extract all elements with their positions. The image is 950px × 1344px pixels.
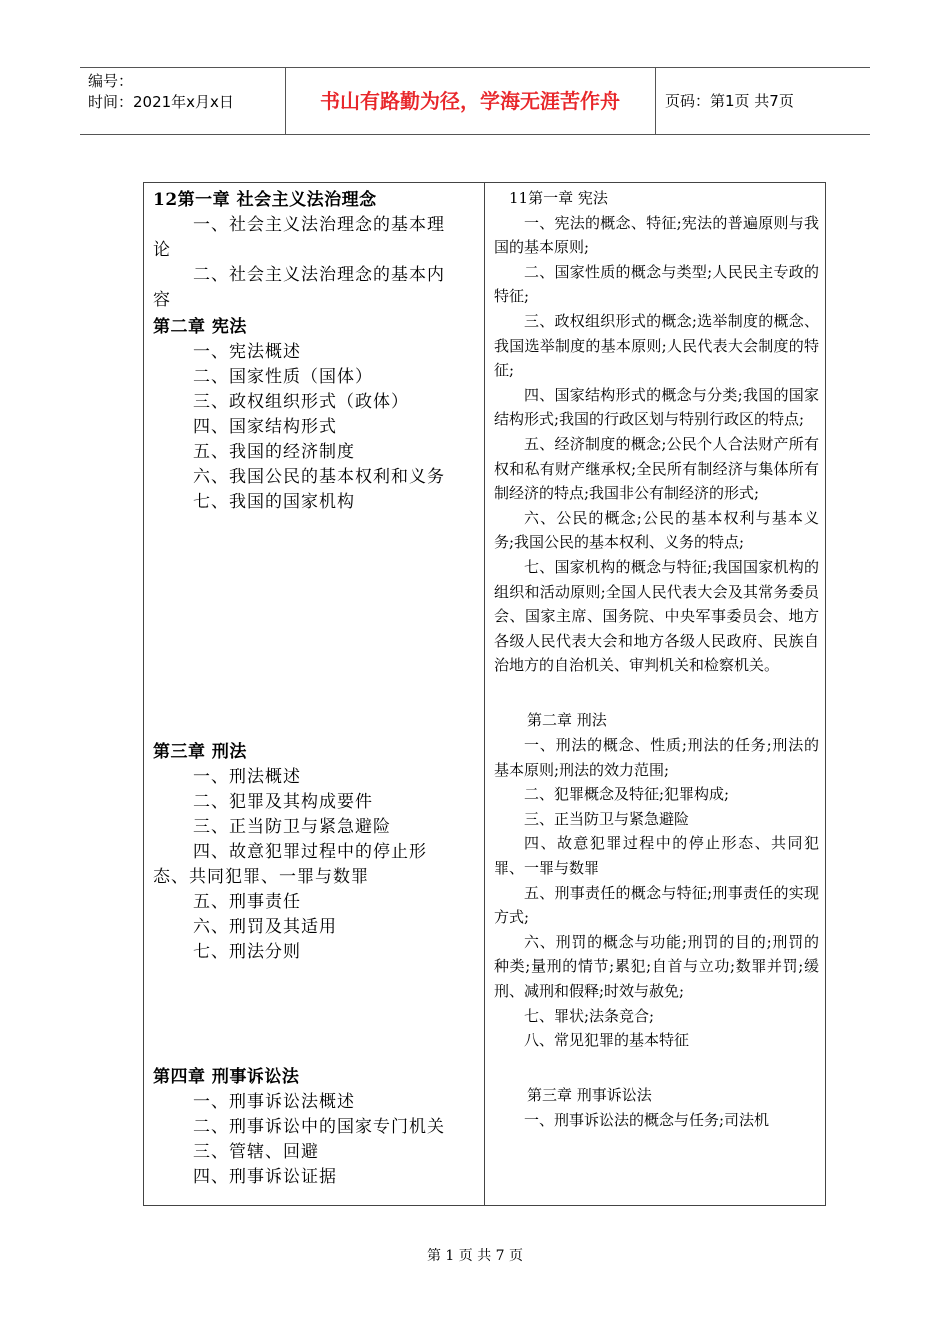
right-ch1-paragraph: 一、宪法的概念、特征;宪法的普遍原则与我国的基本原则; <box>494 213 819 257</box>
left-ch3-item: 五、刑事责任 <box>193 892 301 912</box>
left-column <box>153 188 463 1190</box>
right-ch2-paragraph: 二、犯罪概念及特征;犯罪构成; <box>524 785 730 804</box>
left-ch2-item: 六、我国公民的基本权利和义务 <box>193 467 445 487</box>
header-divider-right <box>655 68 656 134</box>
right-ch1-paragraph: 四、国家结构形式的概念与分类;我国的国家结构形式;我国的行政区划与特别行政区的特点; <box>494 385 819 429</box>
header-meta <box>88 71 234 113</box>
left-ch3-item: 二、犯罪及其构成要件 <box>193 792 373 812</box>
spacer <box>494 1053 819 1078</box>
left-ch3-item-cont: 态、共同犯罪、一罪与数罪 <box>153 867 369 887</box>
right-ch3-paragraph: 一、刑事诉讼法的概念与任务;司法机 <box>524 1110 770 1129</box>
right-ch1-paragraph: 七、国家机构的概念与特征;我国国家机构的组织和活动原则;全国人民代表大会及其常务委员会、国家主席、国务院、中央军事委员会、地方各级人民代表大会和地方各级人民政府、民族自治地方的自治机关、审判机关和检察机关。 <box>494 557 819 675</box>
header-page-label: 页码：第1页 共7页 <box>665 92 794 110</box>
right-ch2-paragraph: 四、故意犯罪过程中的停止形态、共同犯罪、一罪与数罪 <box>494 834 819 878</box>
left-ch4-item: 四、刑事诉讼证据 <box>193 1167 337 1187</box>
left-ch3-item: 一、刑法概述 <box>193 767 301 787</box>
right-ch1-paragraph: 三、政权组织形式的概念;选举制度的概念、我国选举制度的基本原则;人民代表大会制度的特征; <box>494 311 819 380</box>
left-chapter-4-title: 第四章 刑事诉讼法 <box>153 1067 300 1087</box>
right-chapter-3-title: 第三章 刑事诉讼法 <box>527 1086 652 1105</box>
left-ch1-item: 二、社会主义法治理念的基本内 <box>193 265 445 285</box>
left-ch2-item: 三、政权组织形式（政体） <box>193 392 409 412</box>
right-column <box>494 186 819 1133</box>
right-ch2-paragraph: 六、刑罚的概念与功能;刑罚的目的;刑罚的种类;量刑的情节;累犯;自首与立功;数罪并罚;缓刑、减刑和假释;时效与赦免; <box>494 932 819 1000</box>
left-ch3-item: 三、正当防卫与紧急避险 <box>193 817 391 837</box>
left-chapter-1-title: 12第一章 社会主义法治理念 <box>153 190 377 210</box>
right-ch1-paragraph: 五、经济制度的概念;公民个人合法财产所有权和私有财产继承权;全民所有制经济与集体所有制经济的特点;我国非公有制经济的形式; <box>494 434 819 503</box>
left-ch2-item: 二、国家性质（国体） <box>193 367 373 387</box>
page-header <box>80 67 870 135</box>
right-chapter-2-title: 第二章 刑法 <box>527 711 607 730</box>
page-footer: 第 1 页 共 7 页 <box>426 1248 524 1264</box>
right-ch2-paragraph: 八、常见犯罪的基本特征 <box>524 1031 690 1050</box>
right-ch2-paragraph: 三、正当防卫与紧急避险 <box>524 809 690 828</box>
spacer <box>494 678 819 703</box>
left-chapter-3-title: 第三章 刑法 <box>153 742 247 762</box>
left-ch1-item: 一、社会主义法治理念的基本理 <box>193 215 445 235</box>
left-ch2-item: 五、我国的经济制度 <box>193 442 355 462</box>
column-divider <box>484 183 485 1206</box>
right-chapter-1-title: 11第一章 宪法 <box>509 189 608 207</box>
right-ch2-paragraph: 五、刑事责任的概念与特征;刑事责任的实现方式; <box>494 883 819 927</box>
header-time-label: 时间：2021年x月x日 <box>88 93 234 111</box>
left-ch4-item: 三、管辖、回避 <box>193 1142 319 1162</box>
left-ch1-item-cont: 容 <box>153 290 171 310</box>
left-ch3-item: 七、刑法分则 <box>193 942 301 962</box>
left-ch3-item: 四、故意犯罪过程中的停止形 <box>193 842 427 862</box>
left-ch2-item: 四、国家结构形式 <box>193 417 337 437</box>
syllabus-table <box>143 182 826 1206</box>
header-number-label: 编号： <box>88 72 134 90</box>
left-chapter-2-title: 第二章 宪法 <box>153 317 247 337</box>
right-ch2-paragraph: 七、罪状;法条竞合; <box>524 1006 655 1025</box>
left-ch4-item: 一、刑事诉讼法概述 <box>193 1092 355 1112</box>
right-ch1-paragraph: 六、公民的概念;公民的基本权利与基本义务;我国公民的基本权利、义务的特点; <box>494 508 819 552</box>
header-motto: 书山有路勤为径，学海无涯苦作舟 <box>320 89 620 113</box>
left-ch2-item: 七、我国的国家机构 <box>193 492 355 512</box>
left-ch3-item: 六、刑罚及其适用 <box>193 917 337 937</box>
right-ch1-paragraph: 二、国家性质的概念与类型;人民民主专政的特征; <box>494 262 819 306</box>
left-ch2-item: 一、宪法概述 <box>193 342 301 362</box>
right-ch2-paragraph: 一、刑法的概念、性质;刑法的任务;刑法的基本原则;刑法的效力范围; <box>494 736 819 779</box>
left-ch4-item: 二、刑事诉讼中的国家专门机关 <box>193 1117 445 1137</box>
left-ch1-item-cont: 论 <box>153 240 171 260</box>
